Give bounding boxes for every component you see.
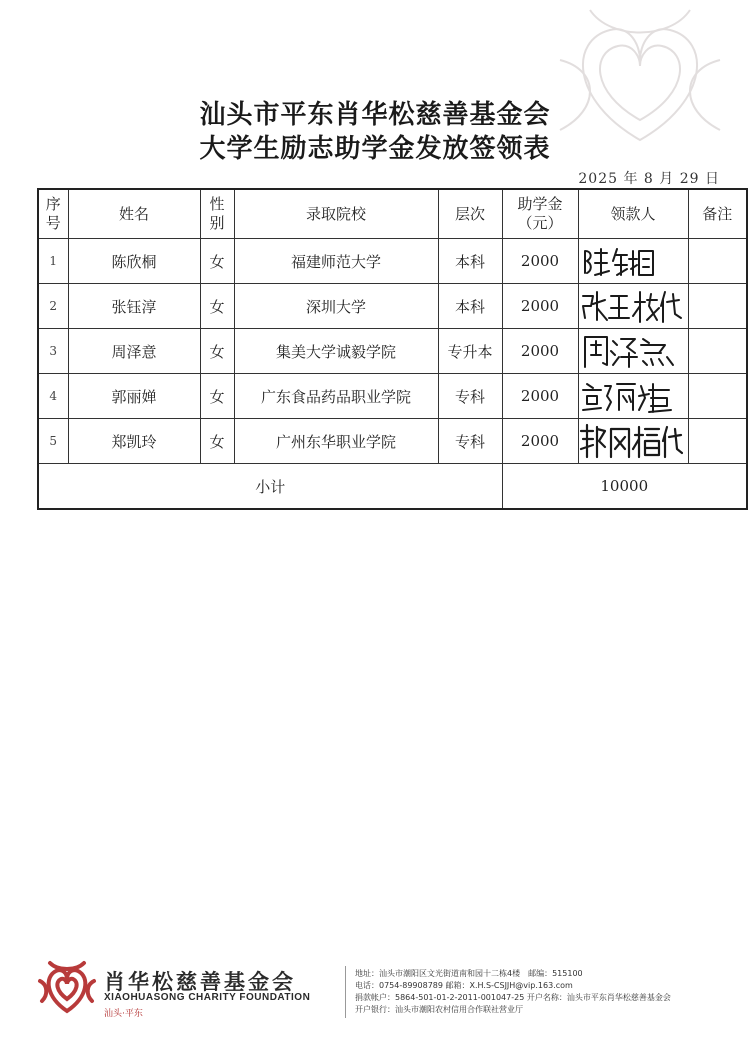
cell-remark: [688, 329, 747, 374]
document-title-line1: 汕头市平东肖华松慈善基金会: [199, 100, 551, 130]
cell-no: 1: [38, 239, 68, 284]
cell-gender: 女: [200, 419, 234, 464]
header-no: 序号: [38, 189, 68, 239]
cell-signature: [578, 239, 688, 284]
header-amount: 助学金（元）: [502, 189, 578, 239]
cell-level: 本科: [438, 284, 502, 329]
table-row: [38, 374, 747, 419]
document-date: 2025 年 8 月 29 日: [578, 171, 720, 187]
cell-amount: 2000: [502, 284, 578, 329]
contact-bank: 开户银行：汕头市潮阳农村信用合作联社营业厅: [355, 1005, 523, 1014]
cell-amount: 2000: [502, 374, 578, 419]
brand-subtitle: 汕头·平东: [104, 1009, 143, 1019]
cell-gender: 女: [200, 329, 234, 374]
cell-signature: [578, 284, 688, 329]
cell-amount: 2000: [502, 419, 578, 464]
sign-off-table: [37, 188, 748, 510]
cell-school: 广州东华职业学院: [234, 419, 438, 464]
cell-name: 郑凯玲: [68, 419, 200, 464]
cell-remark: [688, 419, 747, 464]
header-gender: 性别: [200, 189, 234, 239]
contact-account: 捐款帐户：5864-501-01-2-2011-001047-25 开户名称：汕头市平东肖华松慈善基金会: [355, 993, 671, 1002]
cell-school: 集美大学诚毅学院: [234, 329, 438, 374]
table-row: [38, 239, 747, 284]
cell-school: 深圳大学: [234, 284, 438, 329]
subtotal-row: [38, 464, 747, 510]
cell-no: 4: [38, 374, 68, 419]
foundation-logo-icon: [36, 955, 98, 1017]
cell-school: 广东食品药品职业学院: [234, 374, 438, 419]
handwritten-signature: [579, 421, 683, 461]
header-recipient: 领款人: [578, 189, 688, 239]
cell-name: 周泽意: [68, 329, 200, 374]
table-row: [38, 419, 747, 464]
subtotal-value: 10000: [502, 464, 747, 510]
brand-name-en: XIAOHUASONG CHARITY FOUNDATION: [104, 992, 311, 1003]
cell-name: 张钰淳: [68, 284, 200, 329]
handwritten-signature: [579, 241, 679, 281]
handwritten-signature: [579, 376, 679, 416]
contact-phone-email: 电话：0754-89908789 邮箱：X.H.S-CSJJH@vip.163.com: [355, 981, 573, 990]
table-row: [38, 329, 747, 374]
cell-remark: [688, 374, 747, 419]
cell-gender: 女: [200, 374, 234, 419]
cell-signature: [578, 374, 688, 419]
header-name: 姓名: [68, 189, 200, 239]
table-header-row: [38, 189, 747, 239]
cell-school: 福建师范大学: [234, 239, 438, 284]
cell-level: 专升本: [438, 329, 502, 374]
header-school: 录取院校: [234, 189, 438, 239]
cell-no: 2: [38, 284, 68, 329]
cell-no: 5: [38, 419, 68, 464]
cell-amount: 2000: [502, 239, 578, 284]
cell-no: 3: [38, 329, 68, 374]
cell-signature: [578, 419, 688, 464]
cell-name: 郭丽婵: [68, 374, 200, 419]
cell-name: 陈欣桐: [68, 239, 200, 284]
handwritten-signature: [579, 286, 683, 326]
contact-info: [355, 968, 671, 1016]
contact-address: 地址：汕头市潮阳区文光街道南和园十二栋4楼 邮编：515100: [355, 969, 583, 978]
handwritten-signature: [579, 331, 679, 371]
header-remark: 备注: [688, 189, 747, 239]
cell-gender: 女: [200, 284, 234, 329]
table-row: [38, 284, 747, 329]
cell-level: 本科: [438, 239, 502, 284]
cell-signature: [578, 329, 688, 374]
brand-name-cn: 肖华松慈善基金会: [104, 969, 296, 994]
footer-divider: [345, 966, 346, 1018]
cell-remark: [688, 239, 747, 284]
cell-gender: 女: [200, 239, 234, 284]
subtotal-label: 小计: [38, 464, 502, 510]
cell-remark: [688, 284, 747, 329]
cell-amount: 2000: [502, 329, 578, 374]
cell-level: 专科: [438, 419, 502, 464]
header-level: 层次: [438, 189, 502, 239]
cell-level: 专科: [438, 374, 502, 419]
document-title-line2: 大学生励志助学金发放签领表: [199, 134, 551, 164]
